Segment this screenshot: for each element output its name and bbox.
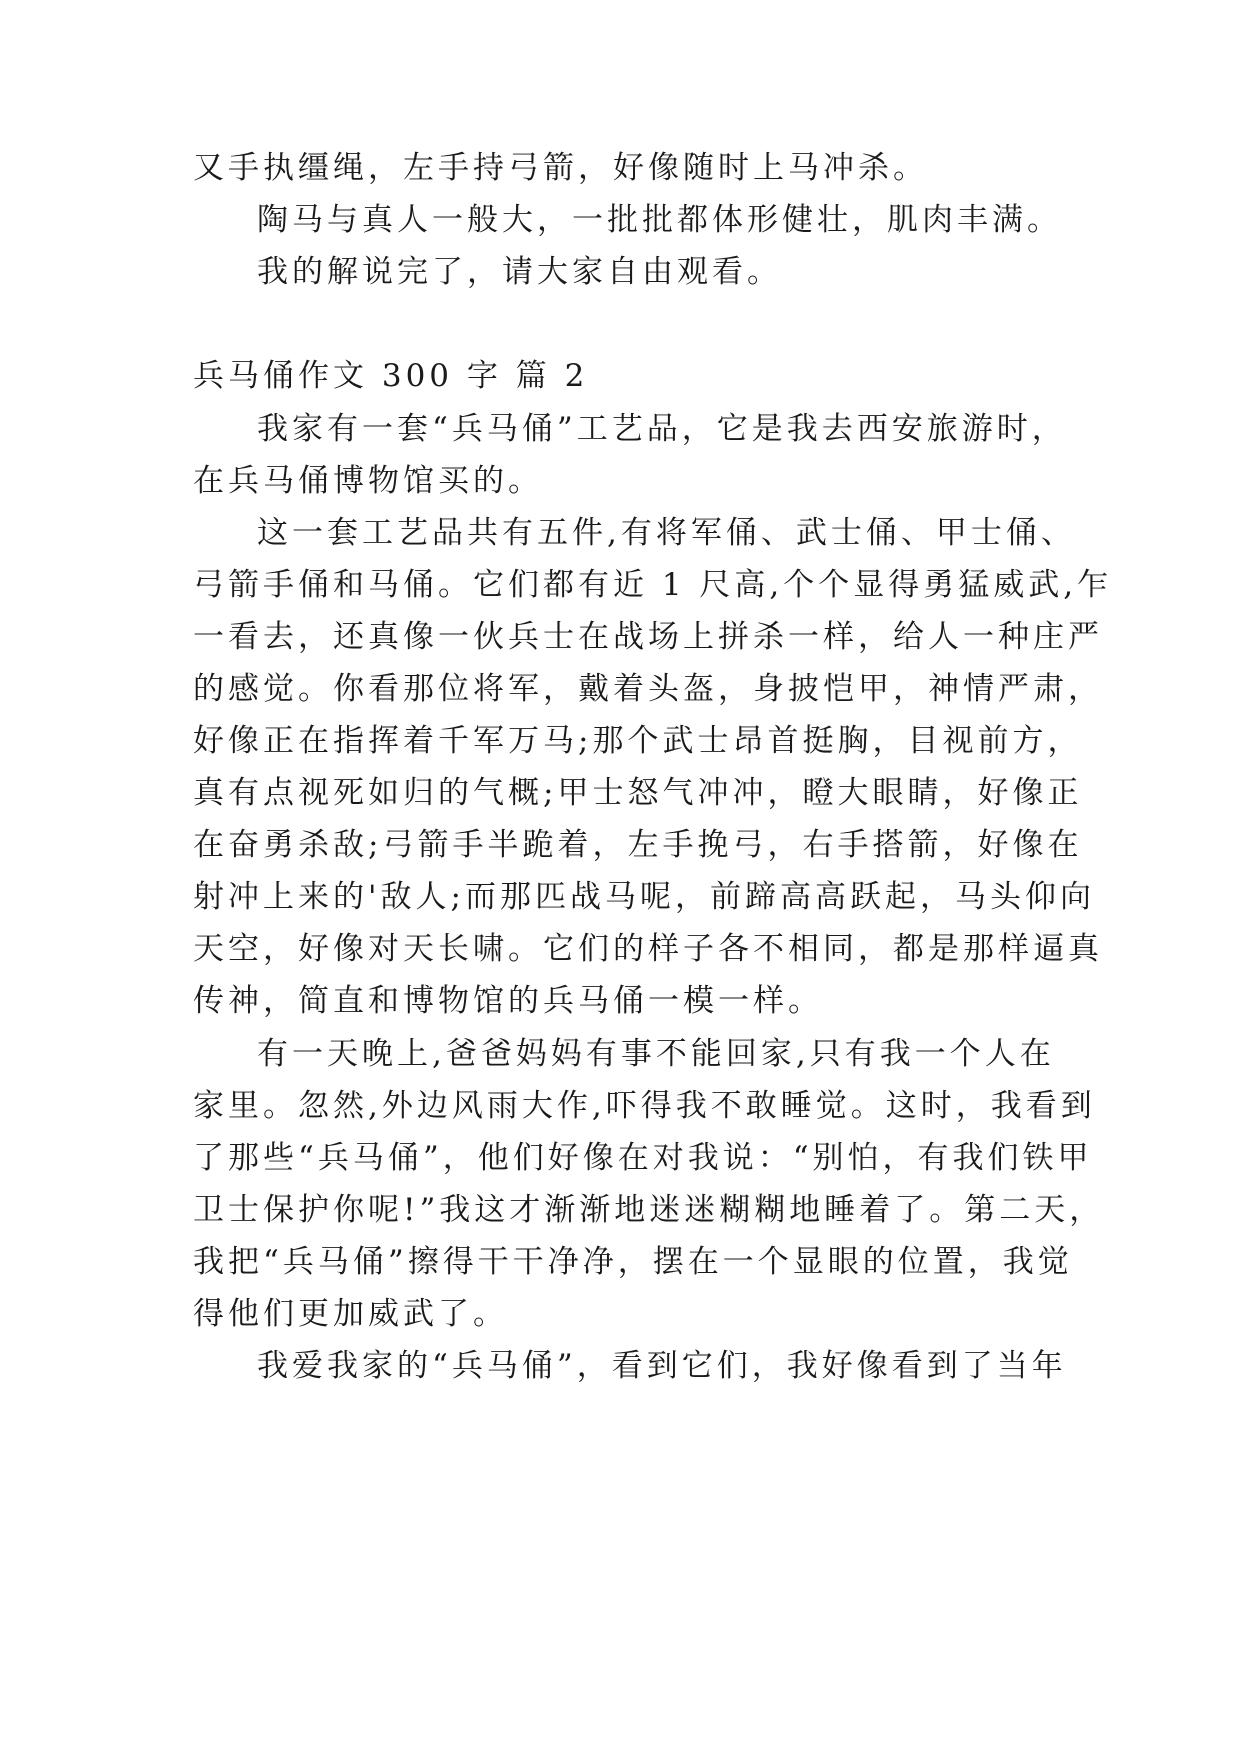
text-line: 我家有一套“兵马俑”工艺品，它是我去西安旅游时， [257, 411, 1067, 447]
text-line: 我爱我家的“兵马俑”，看到它们，我好像看到了当年 [257, 1348, 1067, 1384]
text-line: 的感觉。你看那位将军，戴着头盔，身披恺甲，神情严肃， [193, 671, 1103, 707]
text-line: 我把“兵马俑”擦得干干净净，摆在一个显眼的位置，我觉 [193, 1244, 1073, 1280]
text-line: 家里。忽然,外边风雨大作,吓得我不敢睡觉。这时，我看到 [193, 1088, 1096, 1124]
text-line: 陶马与真人一般大，一批批都体形健壮，肌肉丰满。 [257, 202, 1062, 238]
text-line: 一看去，还真像一伙兵士在战场上拼杀一样，给人一种庄严 [193, 619, 1103, 655]
text-line: 好像正在指挥着千军万马;那个武士昂首挺胸，目视前方， [193, 723, 1083, 759]
text-line: 卫士保护你呢!”我这才渐渐地迷迷糊糊地睡着了。第二天， [193, 1192, 1105, 1228]
text-line: 在奋勇杀敌;弓箭手半跪着，左手挽弓，右手搭箭，好像在 [193, 827, 1083, 863]
text-line: 传神，简直和博物馆的兵马俑一模一样。 [193, 983, 823, 1019]
text-line: 得他们更加威武了。 [193, 1296, 508, 1332]
text-line: 有一天晚上,爸爸妈妈有事不能回家,只有我一个人在 [257, 1036, 1055, 1072]
text-line: 我的解说完了，请大家自由观看。 [257, 254, 782, 290]
text-line: 在兵马俑博物馆买的。 [193, 463, 543, 499]
text-line: 射冲上来的'敌人;而那匹战马呢，前蹄高高跃起，马头仰向 [193, 879, 1095, 915]
text-line: 真有点视死如归的气概;甲士怒气冲冲，瞪大眼睛，好像正 [193, 775, 1083, 811]
text-line: 了那些“兵马俑”，他们好像在对我说：“别怕，有我们铁甲 [193, 1140, 1093, 1176]
section-heading: 兵马俑作文 300 字 篇 2 [193, 358, 589, 394]
text-line: 这一套工艺品共有五件,有将军俑、武士俑、甲士俑、 [257, 515, 1076, 551]
text-line: 天空，好像对天长啸。它们的样子各不相同，都是那样逼真 [193, 931, 1103, 967]
text-line: 又手执缰绳，左手持弓箭，好像随时上马冲杀。 [193, 150, 928, 186]
text-line: 弓箭手俑和马俑。它们都有近 1 尺高,个个显得勇猛威武,乍 [193, 567, 1113, 603]
